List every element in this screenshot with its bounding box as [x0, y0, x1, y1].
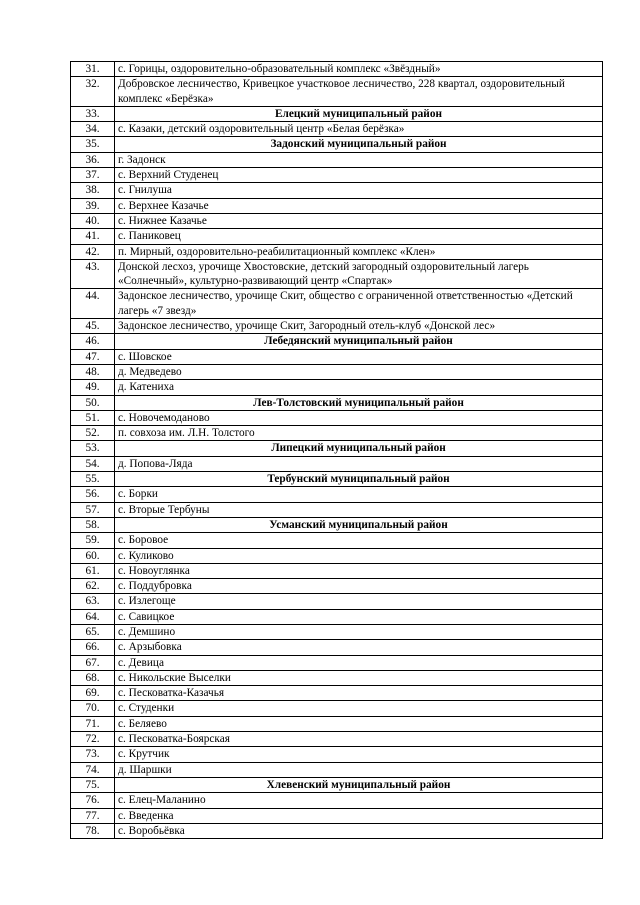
- row-number: 34.: [71, 122, 115, 137]
- settlement-name: с. Излегоще: [115, 594, 603, 609]
- settlement-name: с. Гнилуша: [115, 183, 603, 198]
- settlement-name: д. Попова-Ляда: [115, 456, 603, 471]
- settlement-name: Добровское лесничество, Кривецкое участковое лесничество, 228 квартал, оздоровительный комплекс «Берёзка»: [115, 77, 603, 107]
- settlement-name: п. совхоза им. Л.Н. Толстого: [115, 426, 603, 441]
- settlement-name: с. Никольские Выселки: [115, 670, 603, 685]
- row-number: 44.: [71, 289, 115, 319]
- district-name: Липецкий муниципальный район: [115, 441, 603, 456]
- settlement-name: с. Демшино: [115, 624, 603, 639]
- table-row: [71, 579, 603, 594]
- row-number: 58.: [71, 517, 115, 532]
- settlement-name: с. Введенка: [115, 808, 603, 823]
- row-number: 33.: [71, 106, 115, 121]
- table-row: [71, 823, 603, 838]
- district-name: Хлевенский муниципальный район: [115, 777, 603, 792]
- row-number: 46.: [71, 334, 115, 349]
- row-number: 52.: [71, 426, 115, 441]
- table-row: [71, 426, 603, 441]
- district-name: Лев-Толстовский муниципальный район: [115, 395, 603, 410]
- table-body: [71, 62, 603, 839]
- settlement-name: с. Шовское: [115, 349, 603, 364]
- table-row: [71, 456, 603, 471]
- district-header-row: [71, 517, 603, 532]
- row-number: 48.: [71, 364, 115, 379]
- row-number: 35.: [71, 137, 115, 152]
- row-number: 70.: [71, 701, 115, 716]
- table-row: [71, 487, 603, 502]
- settlements-table: [70, 61, 603, 839]
- table-row: [71, 609, 603, 624]
- settlement-name: д. Катениха: [115, 380, 603, 395]
- table-row: [71, 793, 603, 808]
- settlement-name: д. Шаршки: [115, 762, 603, 777]
- settlement-name: с. Елец-Маланино: [115, 793, 603, 808]
- row-number: 64.: [71, 609, 115, 624]
- row-number: 50.: [71, 395, 115, 410]
- table-row: [71, 122, 603, 137]
- settlement-name: с. Савицкое: [115, 609, 603, 624]
- table-row: [71, 152, 603, 167]
- settlement-name: с. Беляево: [115, 716, 603, 731]
- table-row: [71, 168, 603, 183]
- row-number: 69.: [71, 686, 115, 701]
- row-number: 67.: [71, 655, 115, 670]
- settlement-name: с. Борки: [115, 487, 603, 502]
- table-row: [71, 533, 603, 548]
- row-number: 47.: [71, 349, 115, 364]
- row-number: 56.: [71, 487, 115, 502]
- row-number: 75.: [71, 777, 115, 792]
- settlement-name: с. Казаки, детский оздоровительный центр «Белая берёзка»: [115, 122, 603, 137]
- row-number: 62.: [71, 579, 115, 594]
- district-header-row: [71, 777, 603, 792]
- row-number: 45.: [71, 319, 115, 334]
- district-name: Елецкий муниципальный район: [115, 106, 603, 121]
- row-number: 59.: [71, 533, 115, 548]
- table-row: [71, 380, 603, 395]
- table-row: [71, 655, 603, 670]
- table-row: [71, 732, 603, 747]
- table-row: [71, 229, 603, 244]
- row-number: 43.: [71, 259, 115, 289]
- settlement-name: с. Боровое: [115, 533, 603, 548]
- row-number: 76.: [71, 793, 115, 808]
- settlement-name: с. Воробьёвка: [115, 823, 603, 838]
- row-number: 71.: [71, 716, 115, 731]
- row-number: 55.: [71, 472, 115, 487]
- settlement-name: с. Песковатка-Казачья: [115, 686, 603, 701]
- table-row: [71, 213, 603, 228]
- row-number: 66.: [71, 640, 115, 655]
- table-row: [71, 244, 603, 259]
- district-header-row: [71, 441, 603, 456]
- table-row: [71, 563, 603, 578]
- table-row: [71, 183, 603, 198]
- table-row: [71, 289, 603, 319]
- settlement-name: д. Медведево: [115, 364, 603, 379]
- row-number: 73.: [71, 747, 115, 762]
- table-row: [71, 701, 603, 716]
- row-number: 61.: [71, 563, 115, 578]
- district-header-row: [71, 334, 603, 349]
- district-header-row: [71, 106, 603, 121]
- row-number: 74.: [71, 762, 115, 777]
- settlement-name: с. Девица: [115, 655, 603, 670]
- settlement-name: Задонское лесничество, урочище Скит, общество с ограниченной ответственностью «Детский лагерь «7 звезд»: [115, 289, 603, 319]
- table-row: [71, 670, 603, 685]
- district-name: Лебедянский муниципальный район: [115, 334, 603, 349]
- table-row: [71, 594, 603, 609]
- settlement-name: с. Песковатка-Боярская: [115, 732, 603, 747]
- table-row: [71, 349, 603, 364]
- settlement-name: с. Вторые Тербуны: [115, 502, 603, 517]
- row-number: 65.: [71, 624, 115, 639]
- settlement-name: Донской лесхоз, урочище Хвостовские, детский загородный оздоровительный лагерь «Солнечный», культурно-развивающий центр «Спартак»: [115, 259, 603, 289]
- row-number: 31.: [71, 62, 115, 77]
- row-number: 68.: [71, 670, 115, 685]
- district-name: Тербунский муниципальный район: [115, 472, 603, 487]
- table-row: [71, 624, 603, 639]
- row-number: 32.: [71, 77, 115, 107]
- settlement-name: с. Новоуглянка: [115, 563, 603, 578]
- row-number: 77.: [71, 808, 115, 823]
- district-header-row: [71, 137, 603, 152]
- table-row: [71, 548, 603, 563]
- table-row: [71, 640, 603, 655]
- table-row: [71, 77, 603, 107]
- settlement-name: с. Новочемоданово: [115, 410, 603, 425]
- district-name: Задонский муниципальный район: [115, 137, 603, 152]
- row-number: 60.: [71, 548, 115, 563]
- row-number: 72.: [71, 732, 115, 747]
- row-number: 42.: [71, 244, 115, 259]
- settlement-name: Задонское лесничество, урочище Скит, Загородный отель-клуб «Донской лес»: [115, 319, 603, 334]
- district-header-row: [71, 395, 603, 410]
- row-number: 41.: [71, 229, 115, 244]
- table-row: [71, 62, 603, 77]
- table-row: [71, 808, 603, 823]
- settlement-name: с. Студенки: [115, 701, 603, 716]
- district-header-row: [71, 472, 603, 487]
- table-row: [71, 198, 603, 213]
- settlement-name: с. Нижнее Казачье: [115, 213, 603, 228]
- row-number: 63.: [71, 594, 115, 609]
- settlement-name: с. Крутчик: [115, 747, 603, 762]
- settlement-name: с. Куликово: [115, 548, 603, 563]
- settlement-name: с. Верхнее Казачье: [115, 198, 603, 213]
- row-number: 36.: [71, 152, 115, 167]
- table-row: [71, 716, 603, 731]
- table-row: [71, 410, 603, 425]
- row-number: 57.: [71, 502, 115, 517]
- table-row: [71, 747, 603, 762]
- row-number: 37.: [71, 168, 115, 183]
- settlement-name: с. Верхний Студенец: [115, 168, 603, 183]
- table-row: [71, 686, 603, 701]
- row-number: 78.: [71, 823, 115, 838]
- settlement-name: с. Горицы, оздоровительно-образовательный комплекс «Звёздный»: [115, 62, 603, 77]
- row-number: 51.: [71, 410, 115, 425]
- table-row: [71, 259, 603, 289]
- settlement-name: с. Поддубровка: [115, 579, 603, 594]
- table-row: [71, 364, 603, 379]
- settlement-name: г. Задонск: [115, 152, 603, 167]
- settlement-name: п. Мирный, оздоровительно-реабилитационный комплекс «Клен»: [115, 244, 603, 259]
- table-row: [71, 502, 603, 517]
- row-number: 53.: [71, 441, 115, 456]
- row-number: 39.: [71, 198, 115, 213]
- settlement-name: с. Паниковец: [115, 229, 603, 244]
- district-name: Усманский муниципальный район: [115, 517, 603, 532]
- settlement-name: с. Арзыбовка: [115, 640, 603, 655]
- row-number: 54.: [71, 456, 115, 471]
- document-page: [70, 61, 602, 839]
- table-row: [71, 319, 603, 334]
- row-number: 49.: [71, 380, 115, 395]
- row-number: 38.: [71, 183, 115, 198]
- table-row: [71, 762, 603, 777]
- row-number: 40.: [71, 213, 115, 228]
